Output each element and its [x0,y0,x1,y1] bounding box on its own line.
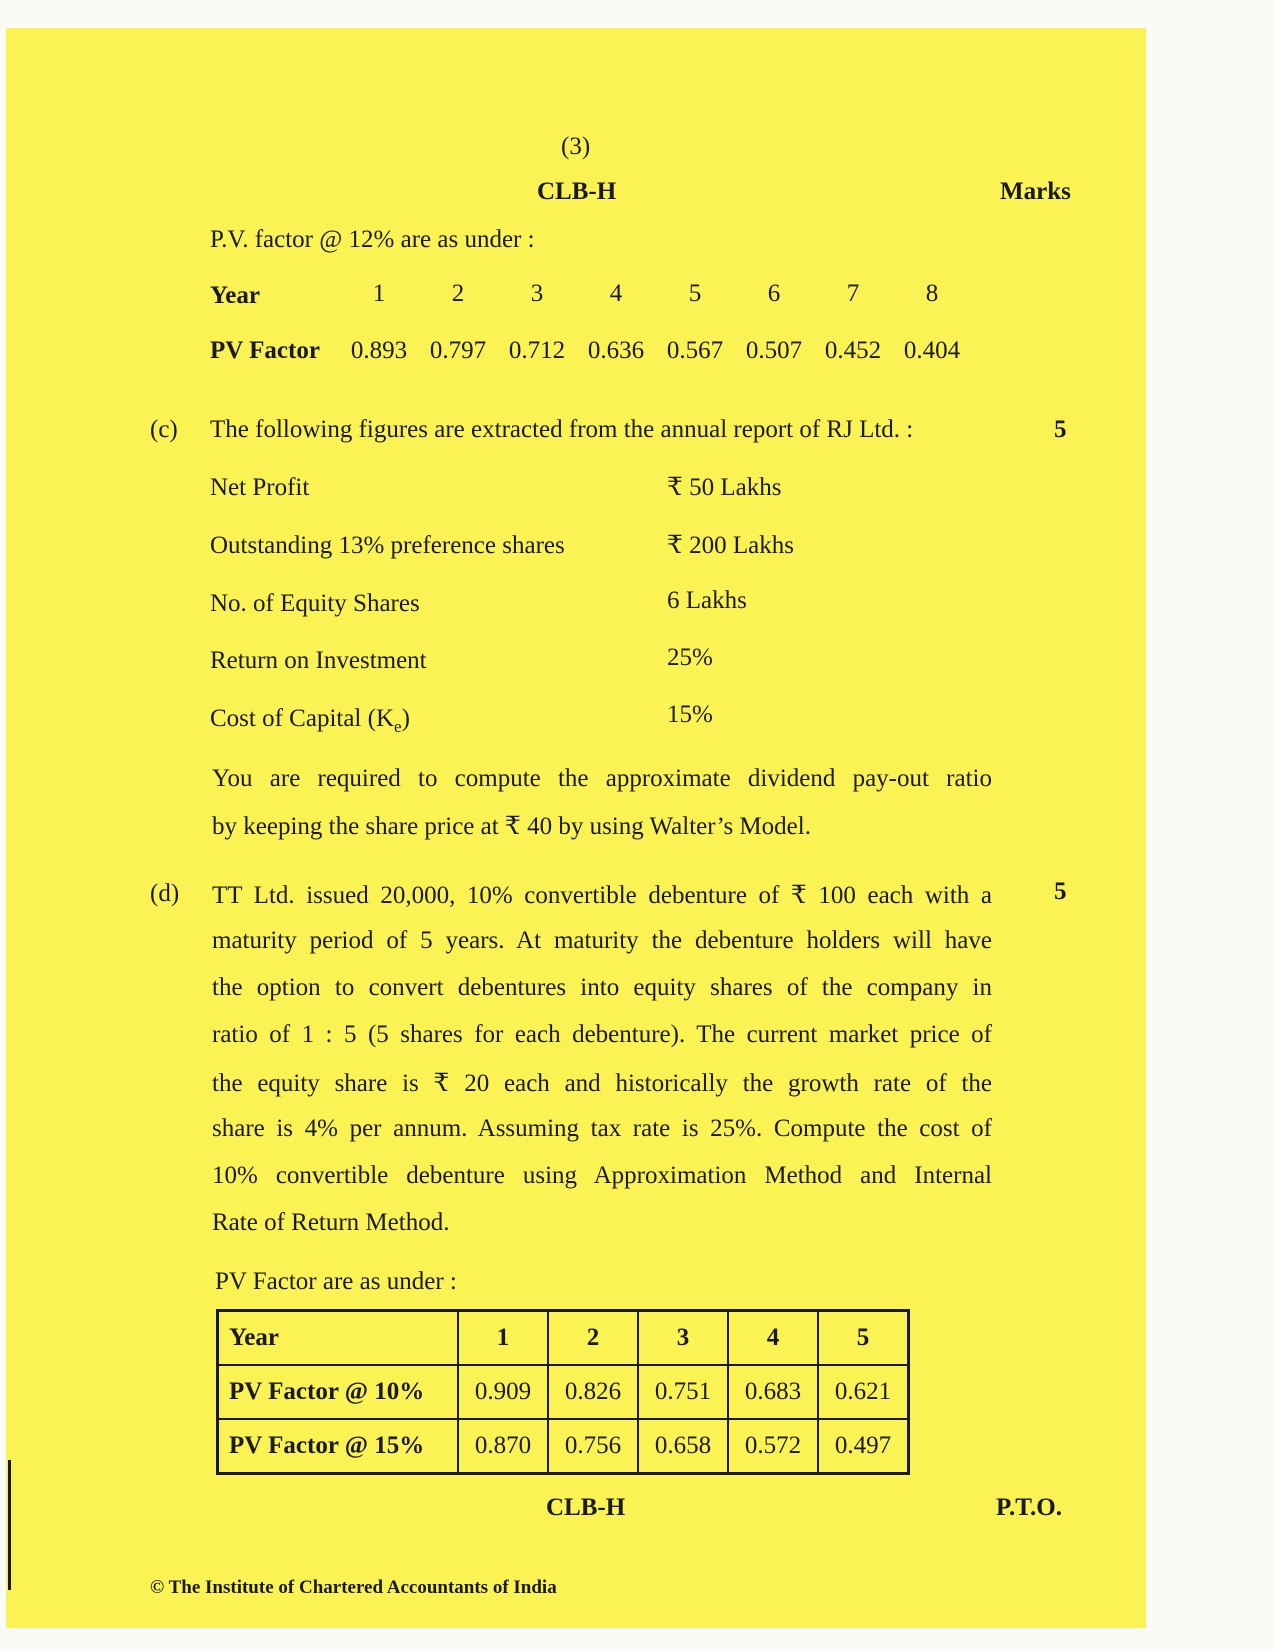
pv12-factor: 0.797 [429,337,487,364]
table-header-cell: 5 [818,1311,909,1366]
pv12-intro: P.V. factor @ 12% are as under : [210,226,535,253]
table-cell: 0.497 [818,1419,909,1474]
part-d-line: Rate of Return Method. [212,1209,450,1236]
rj-item-name: Net Profit [210,474,310,501]
rj-item-name: Outstanding 13% preference shares [210,532,565,559]
table-cell: 0.572 [728,1419,818,1474]
paper-code-header: CLB-H [537,178,617,205]
part-d-label: (d) [150,880,180,907]
table-cell: 0.826 [548,1365,638,1419]
pv12-year: 8 [925,280,939,307]
pv12-factor: 0.452 [824,337,882,364]
copyright-notice: © The Institute of Chartered Accountants of India [150,1577,557,1598]
pv-factor-table [216,1309,910,1475]
table-cell: 0.756 [548,1419,638,1474]
pv12-factor: 0.567 [666,337,724,364]
table-header-cell: 4 [728,1311,818,1366]
pv12-year: 4 [609,280,623,307]
table-header-cell: 3 [638,1311,728,1366]
rj-item-value: ₹ 50 Lakhs [667,474,782,501]
table-cell: 0.870 [458,1419,548,1474]
rj-item-name-cost-of-capital: Cost of Capital $(K_e)$ [210,705,410,736]
part-d-line: the option to convert debentures into equity shares of the company in [212,974,992,1001]
table-cell: 0.621 [818,1365,909,1419]
part-d-line: maturity period of 5 years. At maturity the debenture holders will have [212,927,992,954]
pv12-year: 3 [530,280,544,307]
pv12-year: 1 [372,280,386,307]
page-number: (3) [561,133,591,160]
pv12-factor-label: PV Factor [210,337,320,364]
pv12-year: 6 [767,280,781,307]
pv12-year: 7 [846,280,860,307]
table-header-cell: 1 [458,1311,548,1366]
paper-code-footer: CLB-H [546,1494,626,1521]
rj-item-name: Return on Investment [210,647,427,674]
rj-item-value: 25% [667,644,713,671]
part-c-question-line-2: by keeping the share price at ₹ 40 by using Walter’s Model. [212,813,811,840]
table-cell: 0.658 [638,1419,728,1474]
pv12-year-label: Year [210,282,260,309]
part-d-line: share is 4% per annum. Assuming tax rate is 25%. Compute the cost of [212,1115,992,1142]
margin-binding-line [8,1460,11,1590]
part-c-question-line-1: You are required to compute the approximate dividend pay-out ratio [212,765,992,792]
row-label: PV Factor @ 15% [218,1419,459,1474]
pv12-year: 5 [688,280,702,307]
table-row [218,1311,909,1366]
part-c-marks: 5 [1054,416,1067,443]
part-d-line: TT Ltd. issued 20,000, 10% convertible debenture of ₹ 100 each with a [212,882,992,909]
pv-table-intro: PV Factor are as under : [215,1268,457,1295]
part-c-label: (c) [150,416,178,443]
row-label: PV Factor @ 10% [218,1365,459,1419]
table-row [218,1365,909,1419]
pv12-year: 2 [451,280,465,307]
table-cell: 0.683 [728,1365,818,1419]
pv12-factor: 0.404 [903,337,961,364]
rj-item-value: 6 Lakhs [667,587,747,614]
part-c-intro: The following figures are extracted from the annual report of RJ Ltd. : [210,416,914,443]
table-row [218,1419,909,1474]
pv12-factor: 0.893 [350,337,408,364]
rj-item-value: 15% [667,701,713,728]
pto-label: P.T.O. [996,1494,1062,1521]
part-d-line: 10% convertible debenture using Approximation Method and Internal [212,1162,992,1189]
part-d-marks: 5 [1054,878,1067,905]
table-header-year: Year [218,1311,459,1366]
pv12-factor: 0.712 [508,337,566,364]
part-d-line: ratio of 1 : 5 (5 shares for each debenture). The current market price of [212,1021,992,1048]
part-d-line: the equity share is ₹ 20 each and historically the growth rate of the [212,1070,992,1097]
marks-column-heading: Marks [1000,178,1071,205]
rj-item-value: ₹ 200 Lakhs [667,532,795,559]
table-cell: 0.751 [638,1365,728,1419]
pv12-factor: 0.507 [745,337,803,364]
pv12-factor: 0.636 [587,337,645,364]
rj-item-name: No. of Equity Shares [210,590,420,617]
table-cell: 0.909 [458,1365,548,1419]
table-header-cell: 2 [548,1311,638,1366]
